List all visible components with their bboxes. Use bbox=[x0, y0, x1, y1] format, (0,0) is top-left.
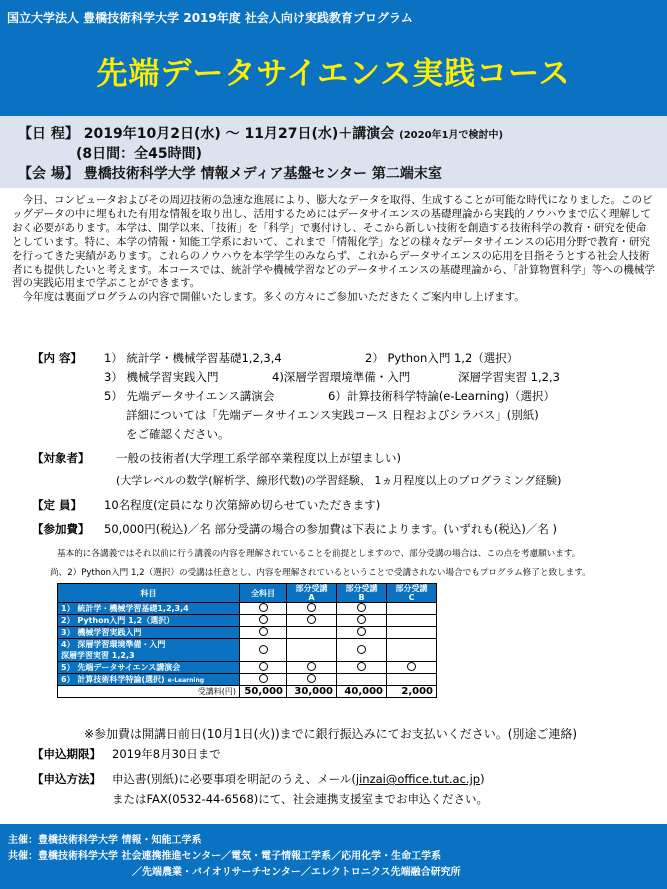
fee-table-subject bbox=[58, 627, 240, 639]
fee-table-cell bbox=[337, 639, 387, 662]
circle-mark-icon bbox=[307, 603, 316, 612]
fee-amount: 50,000 bbox=[240, 686, 287, 698]
content-detail-1: 詳細については「先端データサイエンス実践コース 日程およびシラバス」(別紙) bbox=[126, 408, 539, 422]
fee-label: 【参加費】 bbox=[32, 522, 90, 536]
schedule-date-value: 2019年10月2日(水) ～ 11月27日(水)＋講演会 bbox=[83, 126, 395, 142]
fee-table-cell bbox=[240, 662, 287, 674]
fee-row-label: 受講料(円) bbox=[58, 686, 240, 698]
fee-table-header-all: 全科目 bbox=[240, 584, 287, 603]
fee-table-subject-name: 5） 先端データサイエンス講演会 bbox=[61, 663, 181, 672]
fee-table-subject-name: 2） Python入門 1,2（選択） bbox=[61, 616, 175, 625]
fee-table-cell bbox=[337, 615, 387, 627]
table-row bbox=[58, 603, 437, 615]
footer-cohost-label: 共催： bbox=[8, 851, 38, 862]
schedule-date-note: (2020年1月で検討中) bbox=[399, 130, 504, 141]
venue-label: 【会 場】 bbox=[18, 166, 79, 182]
fee-table-cell bbox=[287, 662, 337, 674]
fee-amount: 40,000 bbox=[337, 686, 387, 698]
fee-table-subject-name: 3） 機械学習実践入門 bbox=[61, 628, 142, 637]
circle-mark-icon bbox=[407, 662, 416, 671]
table-row bbox=[58, 639, 437, 662]
fee-table-cell bbox=[240, 615, 287, 627]
intro-text bbox=[12, 194, 656, 305]
footer-cohost2: ／先端農業・バイオリサーチセンター／エレクトロニクス先端融合研究所 bbox=[132, 867, 461, 878]
capacity-label: 【定 員】 bbox=[32, 498, 83, 512]
schedule-box bbox=[0, 116, 667, 188]
table-row bbox=[58, 615, 437, 627]
fee-table-cell bbox=[287, 627, 337, 639]
fee-table-cell bbox=[337, 674, 387, 686]
circle-mark-icon bbox=[357, 662, 366, 671]
apply-label: 【申込方法】 bbox=[32, 772, 101, 786]
circle-mark-icon bbox=[357, 645, 366, 654]
content-item-3: 3） 機械学習実践入門 bbox=[104, 370, 219, 384]
content-item-2: 2） Python入門 1,2（選択） bbox=[365, 351, 519, 365]
payment-note: ※参加費は開講日前日(10月1日(火))までに銀行振込みにてお支払いください。(別途ご連絡) bbox=[84, 727, 578, 741]
target-label: 【対象者】 bbox=[32, 451, 90, 465]
schedule-date-label: 【日 程】 bbox=[18, 126, 79, 142]
header-banner bbox=[0, 0, 667, 116]
fee-table-cell bbox=[387, 615, 437, 627]
table-row bbox=[58, 662, 437, 674]
fee-amount: 2,000 bbox=[387, 686, 437, 698]
intro-line2: 今年度は裏面プログラムの内容で開催いたします。多くの方々にご参加いただきたくご案内申し上げます。 bbox=[22, 291, 525, 304]
footer-banner bbox=[0, 824, 667, 889]
content-label: 【内 容】 bbox=[32, 351, 83, 365]
content-item-1: 1） 統計学・機械学習基礎1,2,3,4 bbox=[104, 351, 282, 365]
fee-table-subject-name: 6） 計算技術科学特論(選択) bbox=[61, 675, 165, 684]
apply-email-link[interactable]: jinzai@office.tut.ac.jp bbox=[355, 772, 481, 786]
circle-mark-icon bbox=[307, 674, 316, 683]
fee-table-cell bbox=[387, 674, 437, 686]
fee-note2: 尚、2）Python入門 1,2（選択）の受講は任意とし、内容を理解されているということで受講されない場合でもプログラム修了と致します。 bbox=[50, 568, 591, 578]
fee-table-cell bbox=[337, 603, 387, 615]
circle-mark-icon bbox=[259, 662, 268, 671]
content-item-6: 6）計算技術科学特論(e-Learning)（選択） bbox=[328, 389, 555, 403]
venue-value: 豊橋技術科学大学 情報メディア基盤センター 第二端末室 bbox=[83, 166, 442, 182]
header-organization-line: 国立大学法人 豊橋技術科学大学 2019年度 社会人向け実践教育プログラム bbox=[7, 11, 413, 25]
fee-table-cell bbox=[287, 639, 337, 662]
capacity-value: 10名程度(定員になり次第締め切らせていただきます) bbox=[104, 498, 381, 512]
fee-table-cell bbox=[240, 603, 287, 615]
footer-cohost1: 豊橋技術科学大学 社会連携推進センター／電気・電子情報工学系／応用化学・生命工学系 bbox=[38, 851, 442, 862]
fee-table-subject-name: 4） 深層学習環境準備・入門 深層学習実習 1,2,3 bbox=[61, 640, 166, 660]
fee-table-cell bbox=[337, 627, 387, 639]
apply-line2: またはFAX(0532-44-6568)にて、社会連携支援室までお申込ください。 bbox=[112, 792, 489, 806]
fee-table-cell bbox=[387, 662, 437, 674]
fee-table-cell bbox=[387, 603, 437, 615]
fee-table-header-c: 部分受講 C bbox=[387, 584, 437, 603]
circle-mark-icon bbox=[307, 615, 316, 624]
circle-mark-icon bbox=[357, 603, 366, 612]
content-item-4b: 深層学習実習 1,2,3 bbox=[458, 370, 560, 384]
fee-table-cell bbox=[240, 674, 287, 686]
fee-table-subject bbox=[58, 662, 240, 674]
circle-mark-icon bbox=[259, 645, 268, 654]
circle-mark-icon bbox=[357, 627, 366, 636]
table-row bbox=[58, 627, 437, 639]
fee-table-subject bbox=[58, 615, 240, 627]
target-line1: 一般の技術者(大学理工系学部卒業程度以上が望ましい) bbox=[116, 451, 401, 465]
circle-mark-icon bbox=[259, 627, 268, 636]
deadline-value: 2019年8月30日まで bbox=[112, 747, 221, 761]
fee-table-header-subject: 科目 bbox=[58, 584, 240, 603]
apply-line1 bbox=[112, 771, 485, 787]
fee-value: 50,000円(税込)／名 部分受講の場合の参加費は下表によります。(いずれも(税込)／名 ) bbox=[104, 522, 558, 536]
fee-table-subject bbox=[58, 603, 240, 615]
footer-host-label: 主催： bbox=[8, 835, 38, 846]
content-detail-2: をご確認ください。 bbox=[126, 427, 230, 441]
fee-table-cell bbox=[240, 627, 287, 639]
fee-amount: 30,000 bbox=[287, 686, 337, 698]
fee-table-cell bbox=[240, 639, 287, 662]
fee-table-cell bbox=[287, 615, 337, 627]
target-line2: (大学レベルの数学(解析学、線形代数)の学習経験、 1ヵ月程度以上のプログラミング経験) bbox=[116, 474, 562, 487]
fee-table-cell bbox=[287, 674, 337, 686]
fee-table-subject-suffix: e-Learning bbox=[167, 677, 205, 684]
circle-mark-icon bbox=[259, 603, 268, 612]
fee-row bbox=[58, 686, 437, 698]
deadline-label: 【申込期限】 bbox=[32, 747, 101, 761]
fee-table-cell bbox=[387, 627, 437, 639]
footer-host: 豊橋技術科学大学 情報・知能工学系 bbox=[38, 835, 202, 846]
fee-table-header-a: 部分受講 A bbox=[287, 584, 337, 603]
apply-line1-post: ) bbox=[480, 772, 485, 786]
fee-table-subject bbox=[58, 674, 240, 686]
content-item-4: 4)深層学習環境準備・入門 bbox=[272, 370, 411, 384]
intro-paragraph: 今日、コンピュータおよびその周辺技術の急速な進展により、膨大なデータを取得、生成することが可能な時代になりました。このビッグデータの中に埋もれた有用な情報を取り出し、活用するためにはデータサイエンスの基礎理論から実践的ノウハウまで広く理解しておく必要があります。本学は、開学以来、「技術」を「科学」で裏付けし、そこから新しい技術を創造する技術科学の教育・研究を使命としています。特に、本学の情報・知能工学系において、これまで「情報化学」などの様々なデータサイエンスの応用分野で教育・研究を行ってきた実績があります。これらのノウハウを本学学生のみならず、これからデータサイエンスの応用を目指そうとする社会人技術者にも提供したいと考えます。本コースでは、統計学や機械学習などのデータサイエンスの基礎理論から、「計算物質科学」等への機械学習の実践応用まで学ぶことができます。 bbox=[12, 194, 655, 290]
page-title: 先端データサイエンス実践コース bbox=[96, 56, 571, 92]
circle-mark-icon bbox=[357, 615, 366, 624]
fee-table-subject-name: 1） 統計学・機械学習基礎1,2,3,4 bbox=[61, 604, 189, 613]
content-item-5: 5） 先端データサイエンス講演会 bbox=[104, 389, 275, 403]
circle-mark-icon bbox=[259, 674, 268, 683]
schedule-days: (8日間：全45時間) bbox=[76, 146, 203, 162]
fee-table-cell bbox=[387, 639, 437, 662]
table-row bbox=[58, 674, 437, 686]
fee-table-cell bbox=[287, 603, 337, 615]
fee-table bbox=[57, 583, 437, 698]
circle-mark-icon bbox=[307, 662, 316, 671]
apply-line1-pre: 申込書(別紙)に必要事項を明記のうえ、メール( bbox=[112, 772, 356, 786]
fee-note1: 基本的に各講義ではそれ以前に行う講義の内容を理解されていることを前提としますので、部分受講の場合は、この点を考慮願います。 bbox=[57, 549, 581, 559]
circle-mark-icon bbox=[259, 615, 268, 624]
fee-table-cell bbox=[337, 662, 387, 674]
fee-table-header-b: 部分受講 B bbox=[337, 584, 387, 603]
fee-table-subject bbox=[58, 639, 240, 662]
